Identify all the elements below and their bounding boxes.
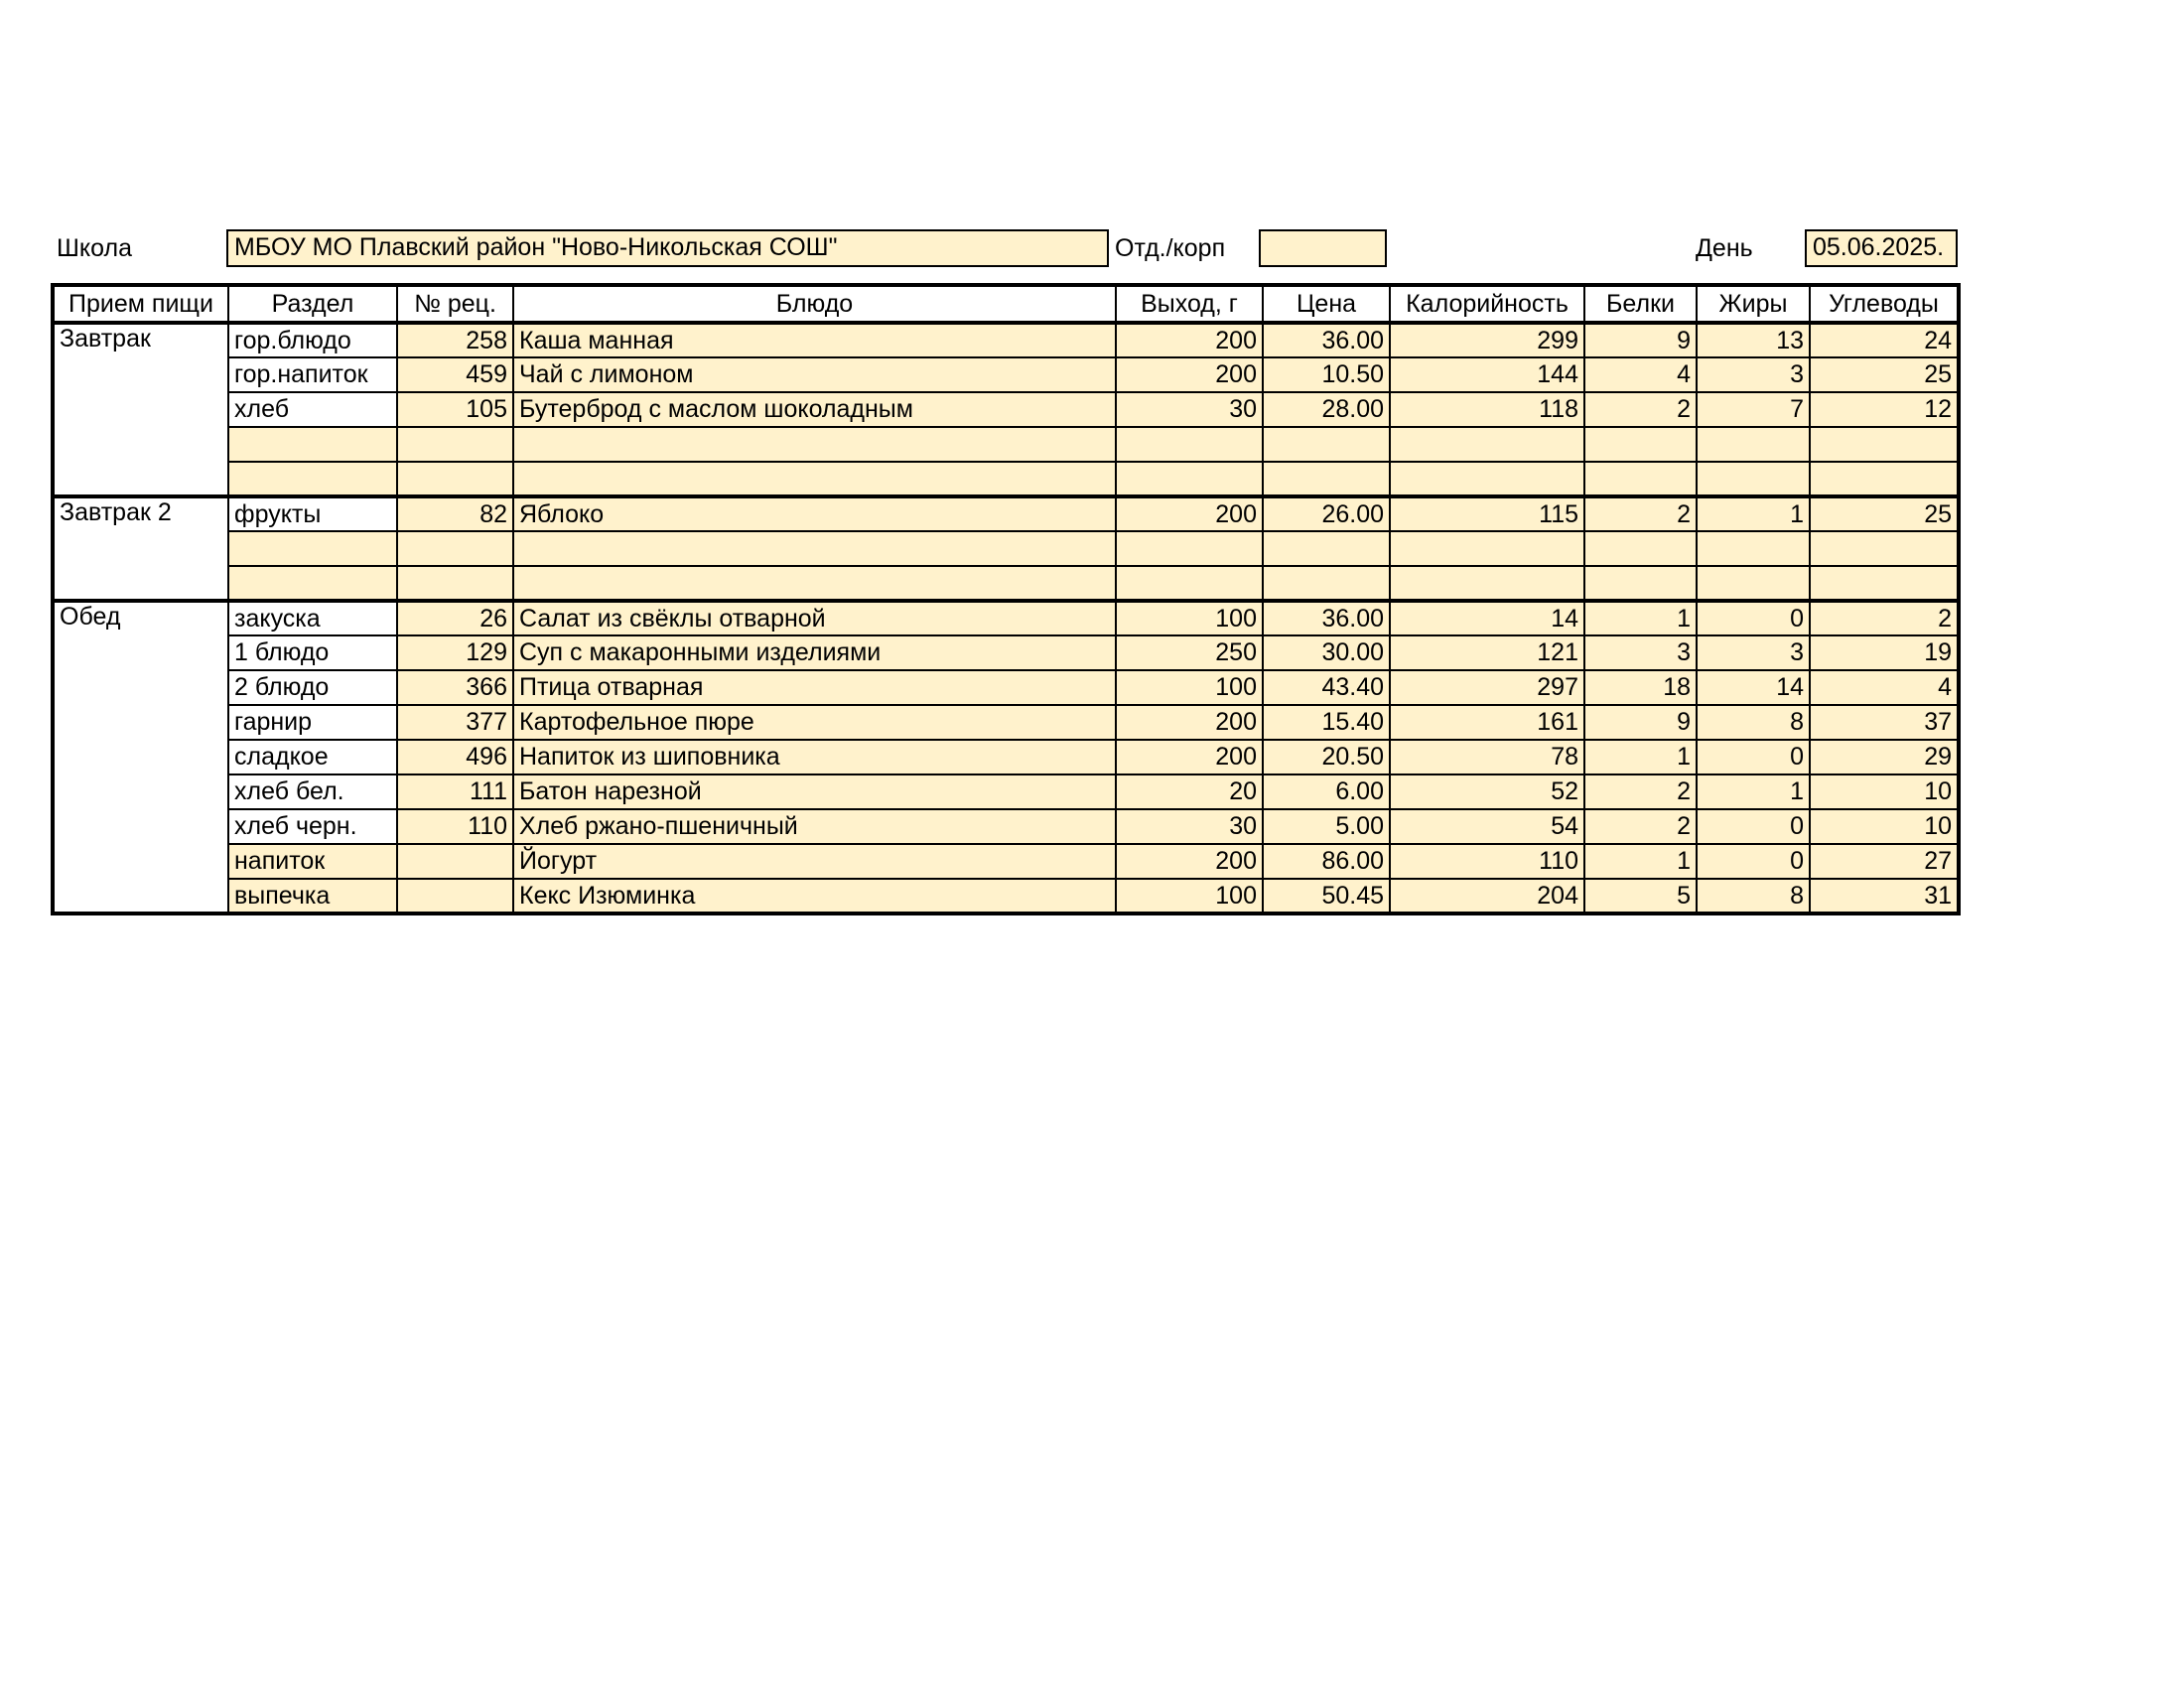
table-row: [53, 879, 1959, 914]
menu-table: [51, 283, 1961, 915]
table-row: [53, 670, 1959, 705]
recipe-number-cell[interactable]: [397, 879, 513, 914]
recipe-number-cell[interactable]: [397, 531, 513, 566]
recipe-number-cell[interactable]: 459: [397, 357, 513, 392]
meal-cell: Завтрак: [53, 323, 228, 496]
price-cell[interactable]: 28.00: [1263, 392, 1390, 427]
recipe-number-cell[interactable]: 258: [397, 323, 513, 357]
price-cell[interactable]: 36.00: [1263, 323, 1390, 357]
carbs-cell[interactable]: 2: [1810, 601, 1959, 635]
school-name-field[interactable]: МБОУ МО Плавский район "Ново-Никольская СОШ": [226, 229, 1109, 267]
protein-cell[interactable]: [1584, 462, 1697, 496]
carbs-cell[interactable]: 25: [1810, 357, 1959, 392]
calories-cell[interactable]: [1390, 531, 1584, 566]
fat-cell[interactable]: 0: [1697, 809, 1810, 844]
protein-cell[interactable]: 18: [1584, 670, 1697, 705]
calories-cell[interactable]: 118: [1390, 392, 1584, 427]
protein-cell[interactable]: 1: [1584, 601, 1697, 635]
section-cell[interactable]: [228, 462, 397, 496]
section-cell[interactable]: сладкое: [228, 740, 397, 774]
dish-cell[interactable]: Батон нарезной: [513, 774, 1116, 809]
day-label: День: [1696, 234, 1753, 262]
table-row: [53, 844, 1959, 879]
day-field[interactable]: 05.06.2025.: [1805, 229, 1958, 267]
protein-cell[interactable]: 2: [1584, 496, 1697, 531]
section-cell[interactable]: фрукты: [228, 496, 397, 531]
fat-cell[interactable]: 14: [1697, 670, 1810, 705]
protein-cell[interactable]: [1584, 427, 1697, 462]
calories-cell[interactable]: 299: [1390, 323, 1584, 357]
dish-cell[interactable]: [513, 427, 1116, 462]
meal-cell: Обед: [53, 601, 228, 914]
fat-cell[interactable]: 0: [1697, 740, 1810, 774]
price-cell[interactable]: 50.45: [1263, 879, 1390, 914]
dish-cell[interactable]: Яблоко: [513, 496, 1116, 531]
price-cell[interactable]: 86.00: [1263, 844, 1390, 879]
section-cell[interactable]: [228, 566, 397, 601]
section-cell[interactable]: хлеб черн.: [228, 809, 397, 844]
fat-cell[interactable]: 3: [1697, 635, 1810, 670]
price-cell[interactable]: 15.40: [1263, 705, 1390, 740]
carbs-cell[interactable]: [1810, 427, 1959, 462]
section-cell[interactable]: гарнир: [228, 705, 397, 740]
yield-cell[interactable]: 200: [1116, 323, 1263, 357]
price-cell[interactable]: 36.00: [1263, 601, 1390, 635]
section-cell[interactable]: закуска: [228, 601, 397, 635]
dish-cell[interactable]: Салат из свёклы отварной: [513, 601, 1116, 635]
yield-cell[interactable]: 100: [1116, 670, 1263, 705]
yield-cell[interactable]: 100: [1116, 601, 1263, 635]
carbs-cell[interactable]: [1810, 531, 1959, 566]
calories-cell[interactable]: 54: [1390, 809, 1584, 844]
carbs-cell[interactable]: 19: [1810, 635, 1959, 670]
calories-cell[interactable]: 144: [1390, 357, 1584, 392]
fat-cell[interactable]: 1: [1697, 774, 1810, 809]
recipe-number-cell[interactable]: 366: [397, 670, 513, 705]
price-cell[interactable]: [1263, 531, 1390, 566]
table-row: [53, 774, 1959, 809]
dept-label: Отд./корп: [1115, 234, 1226, 262]
fat-cell[interactable]: [1697, 427, 1810, 462]
protein-cell[interactable]: 2: [1584, 392, 1697, 427]
column-header: Раздел: [228, 285, 397, 323]
recipe-number-cell[interactable]: [397, 462, 513, 496]
recipe-number-cell[interactable]: 377: [397, 705, 513, 740]
section-cell[interactable]: выпечка: [228, 879, 397, 914]
dish-cell[interactable]: [513, 531, 1116, 566]
dish-cell[interactable]: Каша манная: [513, 323, 1116, 357]
recipe-number-cell[interactable]: [397, 566, 513, 601]
dish-cell[interactable]: [513, 566, 1116, 601]
recipe-number-cell[interactable]: 82: [397, 496, 513, 531]
fat-cell[interactable]: 13: [1697, 323, 1810, 357]
fat-cell[interactable]: 7: [1697, 392, 1810, 427]
protein-cell[interactable]: 5: [1584, 879, 1697, 914]
table-row: [53, 496, 1959, 531]
fat-cell[interactable]: 3: [1697, 357, 1810, 392]
yield-cell[interactable]: 250: [1116, 635, 1263, 670]
table-row: [53, 635, 1959, 670]
recipe-number-cell[interactable]: 129: [397, 635, 513, 670]
carbs-cell[interactable]: 12: [1810, 392, 1959, 427]
carbs-cell[interactable]: 27: [1810, 844, 1959, 879]
price-cell[interactable]: 5.00: [1263, 809, 1390, 844]
price-cell[interactable]: 26.00: [1263, 496, 1390, 531]
column-header: Белки: [1584, 285, 1697, 323]
school-label: Школа: [57, 234, 132, 262]
recipe-number-cell[interactable]: 105: [397, 392, 513, 427]
yield-cell[interactable]: [1116, 531, 1263, 566]
protein-cell[interactable]: 4: [1584, 357, 1697, 392]
dish-cell[interactable]: Напиток из шиповника: [513, 740, 1116, 774]
section-cell[interactable]: 2 блюдо: [228, 670, 397, 705]
carbs-cell[interactable]: 10: [1810, 774, 1959, 809]
fat-cell[interactable]: 8: [1697, 879, 1810, 914]
dish-cell[interactable]: Кекс Изюминка: [513, 879, 1116, 914]
carbs-cell[interactable]: 31: [1810, 879, 1959, 914]
dish-cell[interactable]: Суп с макаронными изделиями: [513, 635, 1116, 670]
dept-field[interactable]: [1259, 229, 1387, 267]
dish-cell[interactable]: Картофельное пюре: [513, 705, 1116, 740]
table-row: [53, 566, 1959, 601]
column-header: Углеводы: [1810, 285, 1959, 323]
table-row: [53, 705, 1959, 740]
calories-cell[interactable]: [1390, 566, 1584, 601]
yield-cell[interactable]: [1116, 462, 1263, 496]
section-cell[interactable]: [228, 531, 397, 566]
protein-cell[interactable]: 9: [1584, 323, 1697, 357]
yield-cell[interactable]: 100: [1116, 879, 1263, 914]
price-cell[interactable]: 6.00: [1263, 774, 1390, 809]
yield-cell[interactable]: 200: [1116, 740, 1263, 774]
calories-cell[interactable]: [1390, 462, 1584, 496]
carbs-cell[interactable]: 25: [1810, 496, 1959, 531]
yield-cell[interactable]: 30: [1116, 809, 1263, 844]
section-cell[interactable]: [228, 427, 397, 462]
calories-cell[interactable]: 78: [1390, 740, 1584, 774]
dish-cell[interactable]: Хлеб ржано-пшеничный: [513, 809, 1116, 844]
table-row: [53, 462, 1959, 496]
recipe-number-cell[interactable]: [397, 844, 513, 879]
carbs-cell[interactable]: 24: [1810, 323, 1959, 357]
dish-cell[interactable]: Чай с лимоном: [513, 357, 1116, 392]
protein-cell[interactable]: [1584, 566, 1697, 601]
recipe-number-cell[interactable]: 496: [397, 740, 513, 774]
fat-cell[interactable]: 8: [1697, 705, 1810, 740]
fat-cell[interactable]: 0: [1697, 844, 1810, 879]
table-row: [53, 357, 1959, 392]
price-cell[interactable]: 30.00: [1263, 635, 1390, 670]
table-row: [53, 601, 1959, 635]
recipe-number-cell[interactable]: 26: [397, 601, 513, 635]
table-header-row: [53, 285, 1959, 323]
table-row: [53, 740, 1959, 774]
carbs-cell[interactable]: 10: [1810, 809, 1959, 844]
protein-cell[interactable]: 3: [1584, 635, 1697, 670]
protein-cell[interactable]: [1584, 531, 1697, 566]
recipe-number-cell[interactable]: 110: [397, 809, 513, 844]
carbs-cell[interactable]: [1810, 566, 1959, 601]
section-cell[interactable]: напиток: [228, 844, 397, 879]
column-header: Выход, г: [1116, 285, 1263, 323]
protein-cell[interactable]: 1: [1584, 844, 1697, 879]
calories-cell[interactable]: 297: [1390, 670, 1584, 705]
meal-cell: Завтрак 2: [53, 496, 228, 601]
protein-cell[interactable]: 9: [1584, 705, 1697, 740]
dish-cell[interactable]: Птица отварная: [513, 670, 1116, 705]
calories-cell[interactable]: 204: [1390, 879, 1584, 914]
table-row: [53, 392, 1959, 427]
section-cell[interactable]: гор.блюдо: [228, 323, 397, 357]
column-header: Калорийность: [1390, 285, 1584, 323]
calories-cell[interactable]: [1390, 427, 1584, 462]
calories-cell[interactable]: 52: [1390, 774, 1584, 809]
carbs-cell[interactable]: 4: [1810, 670, 1959, 705]
fat-cell[interactable]: 1: [1697, 496, 1810, 531]
carbs-cell[interactable]: [1810, 462, 1959, 496]
price-cell[interactable]: [1263, 462, 1390, 496]
yield-cell[interactable]: 200: [1116, 496, 1263, 531]
price-cell[interactable]: [1263, 566, 1390, 601]
recipe-number-cell[interactable]: [397, 427, 513, 462]
table-row: [53, 809, 1959, 844]
yield-cell[interactable]: 30: [1116, 392, 1263, 427]
column-header: Цена: [1263, 285, 1390, 323]
table-row: [53, 531, 1959, 566]
price-cell[interactable]: 10.50: [1263, 357, 1390, 392]
calories-cell[interactable]: 161: [1390, 705, 1584, 740]
dish-cell[interactable]: Йогурт: [513, 844, 1116, 879]
price-cell[interactable]: 20.50: [1263, 740, 1390, 774]
carbs-cell[interactable]: 29: [1810, 740, 1959, 774]
protein-cell[interactable]: 2: [1584, 774, 1697, 809]
calories-cell[interactable]: 110: [1390, 844, 1584, 879]
yield-cell[interactable]: 20: [1116, 774, 1263, 809]
yield-cell[interactable]: 200: [1116, 357, 1263, 392]
table-row: [53, 427, 1959, 462]
carbs-cell[interactable]: 37: [1810, 705, 1959, 740]
fat-cell[interactable]: [1697, 531, 1810, 566]
protein-cell[interactable]: 2: [1584, 809, 1697, 844]
fat-cell[interactable]: [1697, 566, 1810, 601]
yield-cell[interactable]: [1116, 427, 1263, 462]
yield-cell[interactable]: 200: [1116, 844, 1263, 879]
price-cell[interactable]: 43.40: [1263, 670, 1390, 705]
dish-cell[interactable]: Бутерброд с маслом шоколадным: [513, 392, 1116, 427]
fat-cell[interactable]: [1697, 462, 1810, 496]
protein-cell[interactable]: 1: [1584, 740, 1697, 774]
section-cell[interactable]: гор.напиток: [228, 357, 397, 392]
yield-cell[interactable]: [1116, 566, 1263, 601]
column-header: № рец.: [397, 285, 513, 323]
recipe-number-cell[interactable]: 111: [397, 774, 513, 809]
price-cell[interactable]: [1263, 427, 1390, 462]
column-header: Жиры: [1697, 285, 1810, 323]
section-cell[interactable]: хлеб: [228, 392, 397, 427]
column-header: Блюдо: [513, 285, 1116, 323]
calories-cell[interactable]: 115: [1390, 496, 1584, 531]
calories-cell[interactable]: 121: [1390, 635, 1584, 670]
yield-cell[interactable]: 200: [1116, 705, 1263, 740]
table-row: [53, 323, 1959, 357]
fat-cell[interactable]: 0: [1697, 601, 1810, 635]
column-header: Прием пищи: [53, 285, 228, 323]
calories-cell[interactable]: 14: [1390, 601, 1584, 635]
dish-cell[interactable]: [513, 462, 1116, 496]
section-cell[interactable]: хлеб бел.: [228, 774, 397, 809]
section-cell[interactable]: 1 блюдо: [228, 635, 397, 670]
